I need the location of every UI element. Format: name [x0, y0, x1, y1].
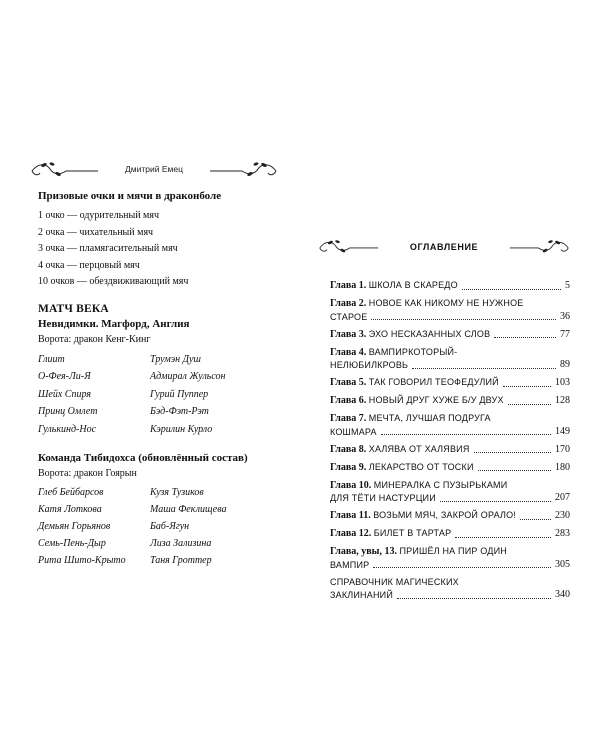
match-heading: МАТЧ ВЕКА: [38, 302, 109, 315]
author-name: Дмитрий Емец: [125, 164, 183, 174]
toc-entry-text: [330, 394, 504, 408]
toc-entry-text: [330, 461, 474, 475]
player-name: О-Фея-Ли-Я: [38, 371, 91, 382]
toc-leader-dots: [494, 336, 556, 338]
points-line: 2 очка — чихательный мяч: [38, 226, 154, 238]
team1-goalkeeper: Ворота: дракон Кенг-Кинг: [38, 333, 151, 345]
toc-chapter-title: НОВЫЙ ДРУГ ХУЖЕ Б/У ДВУХ: [368, 395, 504, 405]
toc-chapter-title: ТАК ГОВОРИЛ ТЕОФЕДУЛИЙ: [368, 377, 499, 387]
player-name: Адмирал Жульсон: [150, 371, 226, 382]
toc-chapter-label: Глава 5.: [330, 377, 367, 388]
toc-entry: [330, 545, 570, 571]
toc-page-number: 170: [555, 443, 570, 455]
toc-entry-line: [330, 311, 570, 324]
toc-entry-text: [330, 328, 490, 342]
toc-title: ОГЛАВЛЕНИЕ: [409, 242, 479, 252]
toc-leader-dots: [455, 536, 551, 538]
player-name: Кэрилин Курло: [150, 423, 213, 435]
player-name: Трумэн Душ: [150, 353, 201, 365]
toc-leader-dots: [440, 500, 551, 502]
toc-chapter-title-cont: ЗАКЛИНАНИЙ: [330, 590, 393, 600]
toc-page-number: 89: [560, 359, 570, 370]
toc-entry-line: [330, 297, 570, 311]
toc-leader-dots: [412, 367, 556, 369]
toc-chapter-label: Глава 10.: [330, 479, 372, 491]
toc-chapter-title: ШКОЛА В СКАРЕДО: [368, 280, 458, 290]
toc-entry-line: [330, 576, 570, 590]
toc-leader-dots: [503, 385, 551, 387]
toc-entry: [330, 297, 570, 323]
team2-roster: [38, 484, 288, 569]
toc-chapter-title: МИНЕРАЛКА С ПУЗЫРЬКАМИ: [373, 479, 508, 490]
toc-chapter-title: ВОЗЬМИ МЯЧ, ЗАКРОЙ ОРАЛО!: [373, 510, 516, 520]
toc-entry: [330, 394, 570, 408]
player-name: Таня Гроттер: [150, 555, 212, 566]
player-name: Рита Шито-Крыто: [38, 555, 126, 566]
toc-chapter-label: Глава 11.: [330, 510, 371, 521]
toc-page-number: 77: [560, 328, 570, 340]
toc-chapter-title: ПРИШЁЛ НА ПИР ОДИН: [399, 546, 507, 556]
player-name: Кузя Тузиков: [150, 487, 204, 498]
player-name: Шейх Спиря: [38, 388, 91, 400]
toc-page-number: 5: [565, 280, 570, 291]
toc-entry-line: [330, 559, 570, 572]
toc-chapter-title-cont: КОШМАРА: [330, 426, 377, 437]
player-name: Баб-Ягун: [150, 521, 190, 532]
toc-leader-dots: [397, 597, 551, 599]
toc-entry-line: [330, 412, 570, 426]
player-name: Глиит: [38, 353, 65, 365]
points-line: 10 очков — обездвиживающий мяч: [38, 276, 189, 287]
toc-entry: [330, 279, 570, 293]
toc-leader-dots: [381, 433, 551, 435]
toc-chapter-title: НОВОЕ КАК НИКОМУ НЕ НУЖНОЕ: [368, 298, 524, 308]
toc-entry: [330, 461, 570, 475]
toc-chapter-label: Глава 6.: [330, 395, 367, 406]
toc-chapter-title: ВАМПИРКОТОРЫЙ-: [368, 346, 458, 357]
toc-chapter-label: Глава 2.: [330, 298, 367, 309]
player-name: Лиза Зализина: [150, 538, 212, 549]
toc-page-number: 180: [555, 461, 570, 473]
team1-heading: Невидимки. Магфорд, Англия: [38, 317, 190, 330]
right-page: [300, 0, 600, 750]
toc-chapter-label: Глава 9.: [330, 461, 367, 473]
toc-chapter-label: Глава 4.: [330, 346, 367, 358]
toc-chapter-title: БИЛЕТ В ТАРТАР: [373, 528, 452, 538]
toc-leader-dots: [520, 518, 551, 520]
toc-entry: [330, 376, 570, 390]
toc-chapter-title: ЭХО НЕСКАЗАННЫХ СЛОВ: [368, 328, 491, 339]
toc-chapter-label: Глава 12.: [330, 528, 372, 539]
toc-entry-line: [330, 359, 570, 372]
player-name: Гурий Пуппер: [150, 388, 209, 400]
toc-chapter-title: ЛЕКАРСТВО ОТ ТОСКИ: [368, 461, 474, 472]
points-line: 4 очка — перцовый мяч: [38, 259, 140, 271]
toc-entry-text: [330, 443, 470, 457]
player-name: Принц Омлет: [38, 406, 98, 417]
toc-leader-dots: [474, 451, 551, 453]
toc-entry-line: [330, 545, 570, 559]
table-of-contents: [330, 279, 570, 606]
points-heading: Призовые очки и мячи в драконболе: [38, 190, 222, 202]
toc-leader-dots: [371, 318, 556, 320]
toc-entry: [330, 346, 570, 372]
toc-leader-dots: [508, 403, 551, 405]
team2-goalkeeper: Ворота: дракон Гоярын: [38, 468, 137, 479]
toc-chapter-title: СПРАВОЧНИК МАГИЧЕСКИХ: [330, 576, 459, 587]
toc-leader-dots: [478, 469, 551, 471]
toc-chapter-label: Глава 8.: [330, 443, 367, 455]
toc-page-number: 207: [555, 492, 570, 503]
player-name: Маша Феклищева: [150, 504, 227, 515]
toc-page-number: 230: [555, 510, 570, 521]
toc-chapter-title: ХАЛЯВА ОТ ХАЛЯВИЯ: [368, 443, 470, 454]
toc-leader-dots: [462, 288, 561, 290]
toc-chapter-title-cont: ВАМПИР: [330, 559, 370, 570]
toc-chapter-label: Глава 3.: [330, 328, 367, 340]
toc-entry: [330, 443, 570, 457]
toc-page-number: 340: [555, 589, 570, 600]
toc-entry: [330, 527, 570, 541]
toc-entry: [330, 576, 570, 602]
toc-entry: [330, 412, 570, 438]
player-name: Семь-Пень-Дыр: [38, 538, 106, 549]
right-flourish-ornament: [508, 236, 570, 258]
team1-roster: [38, 351, 288, 439]
toc-header: [318, 236, 570, 258]
toc-chapter-label: Глава 7.: [330, 413, 367, 424]
toc-page-number: 283: [555, 528, 570, 539]
toc-entry-text: [330, 509, 516, 523]
toc-chapter-label: Глава 1.: [330, 280, 367, 291]
player-name: Катя Лоткова: [38, 504, 102, 515]
toc-chapter-title: МЕЧТА, ЛУЧШАЯ ПОДРУГА: [368, 413, 491, 423]
toc-page-number: 305: [555, 558, 570, 570]
toc-page-number: 103: [555, 377, 570, 388]
toc-page-number: 149: [555, 425, 570, 437]
toc-chapter-title-cont: НЕЛЮБИЛКРОВЬ: [330, 360, 409, 370]
toc-chapter-label: Глава, увы, 13.: [330, 546, 397, 557]
points-line: 3 очка — пламягасительный мяч: [38, 243, 178, 254]
toc-leader-dots: [373, 566, 551, 568]
running-header: [30, 159, 278, 181]
toc-page-number: 36: [560, 310, 570, 322]
points-list: [38, 208, 288, 291]
toc-entry-line: [330, 589, 570, 602]
toc-entry-line: [330, 426, 570, 439]
right-flourish-ornament: [208, 159, 278, 181]
toc-chapter-title-cont: СТАРОЕ: [330, 311, 368, 322]
toc-entry-line: [330, 479, 570, 493]
toc-entry: [330, 328, 570, 342]
player-name: Демьян Горьянов: [38, 521, 111, 532]
toc-entry: [330, 479, 570, 505]
left-page-content: [38, 190, 288, 569]
player-name: Бэд-Фэт-Рэт: [150, 406, 209, 417]
toc-chapter-title-cont: ДЛЯ ТЁТИ НАСТУРЦИИ: [330, 493, 436, 503]
toc-page-number: 128: [555, 395, 570, 406]
player-name: Гулькинд-Нос: [38, 423, 97, 435]
toc-entry-line: [330, 346, 570, 360]
toc-entry-text: [330, 376, 499, 390]
toc-entry-line: [330, 492, 570, 505]
player-name: Глеб Бейбарсов: [38, 487, 104, 498]
points-line: 1 очко — одуритeльный мяч: [38, 210, 160, 221]
team2-heading: Команда Тибидохса (обновлённый состав): [38, 452, 248, 464]
toc-entry-text: [330, 279, 458, 293]
toc-entry: [330, 509, 570, 523]
toc-entry-text: [330, 527, 451, 541]
